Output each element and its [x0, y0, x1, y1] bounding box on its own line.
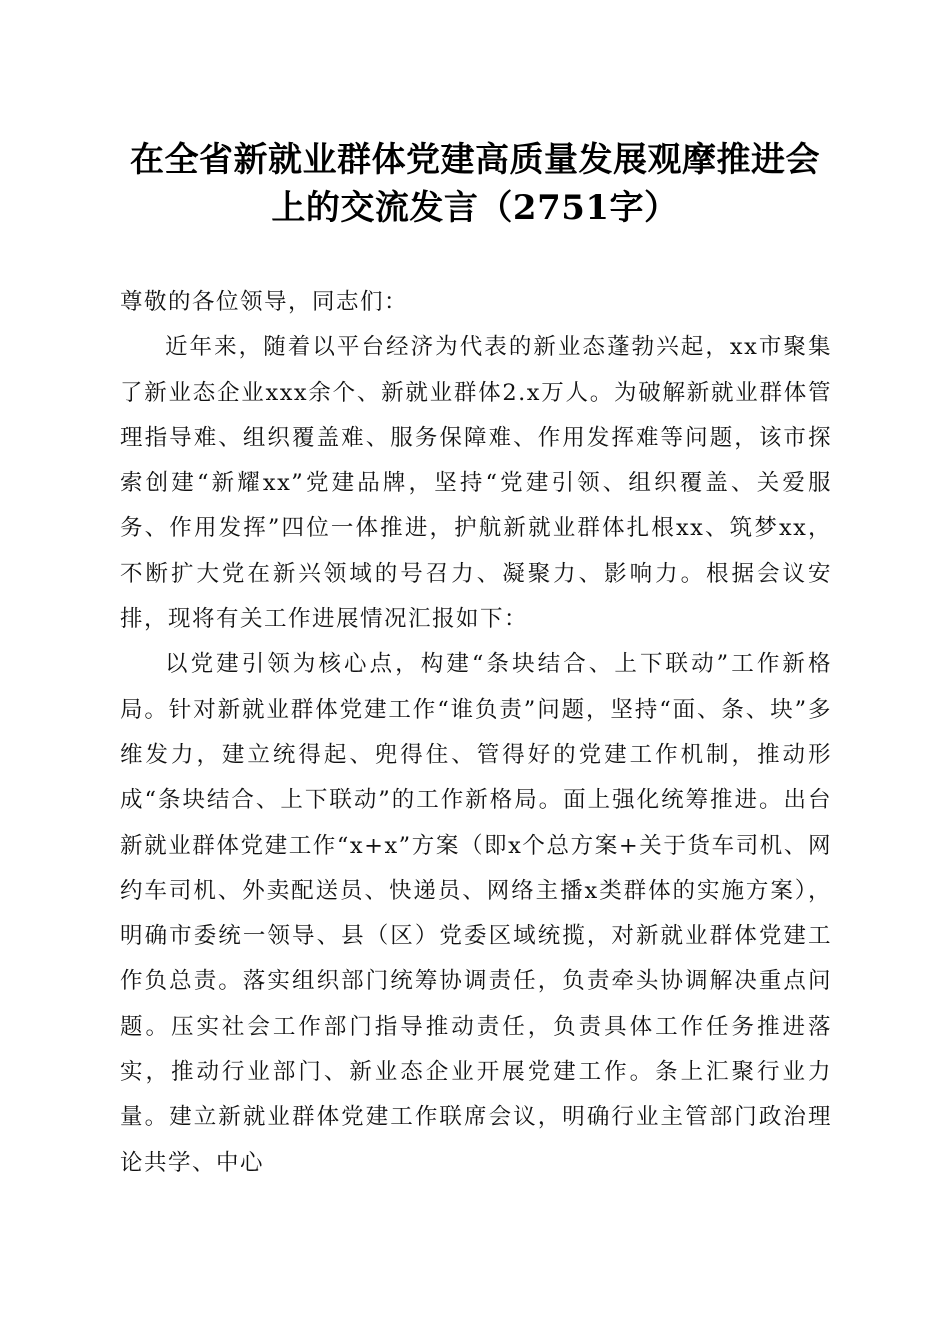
paragraph-party-building: 以党建引领为核心点，构建“条块结合、上下联动”工作新格局。针对新就业群体党建工作“谁负责”问题，坚持“面、条、块”多维发力，建立统得起、兜得住、管得好的党建工作机制，推动形成“条块结合、上下联动”的工作新格局。面上强化统筹推进。出台新就业群体党建工作“x+x”方案（即x个总方案+关于货车司机、网约车司机、外卖配送员、快递员、网络主播x类群体的实施方案），明确市委统一领导、县（区）党委区域统揽，对新就业群体党建工作负总责。落实组织部门统筹协调责任，负责牵头协调解决重点问题。压实社会工作部门指导推动责任，负责具体工作任务推进落实，推动行业部门、新业态企业开展党建工作。条上汇聚行业力量。建立新就业群体党建工作联席会议，明确行业主管部门政治理论共学、中心 — [120, 651, 832, 1176]
title-line-1: 在全省新就业群体党建高质量发展观摩推进会 — [130, 140, 820, 180]
document-body — [120, 280, 832, 1186]
greeting: 尊敬的各位领导，同志们： — [120, 289, 409, 315]
document-title — [110, 136, 840, 232]
title-line-2: 上的交流发言（2751字） — [271, 188, 679, 228]
paragraph-intro: 近年来，随着以平台经济为代表的新业态蓬勃兴起，xx市聚集了新业态企业xxx余个、新就业群体2.x万人。为破解新就业群体管理指导难、组织覆盖难、服务保障难、作用发挥难等问题，该市探索创建“新耀xx”党建品牌，坚持“党建引领、组织覆盖、关爱服务、作用发挥”四位一体推进，护航新就业群体扎根xx、筑梦xx，不断扩大党在新兴领域的号召力、凝聚力、影响力。根据会议安排，现将有关工作进展情况汇报如下： — [120, 334, 832, 633]
